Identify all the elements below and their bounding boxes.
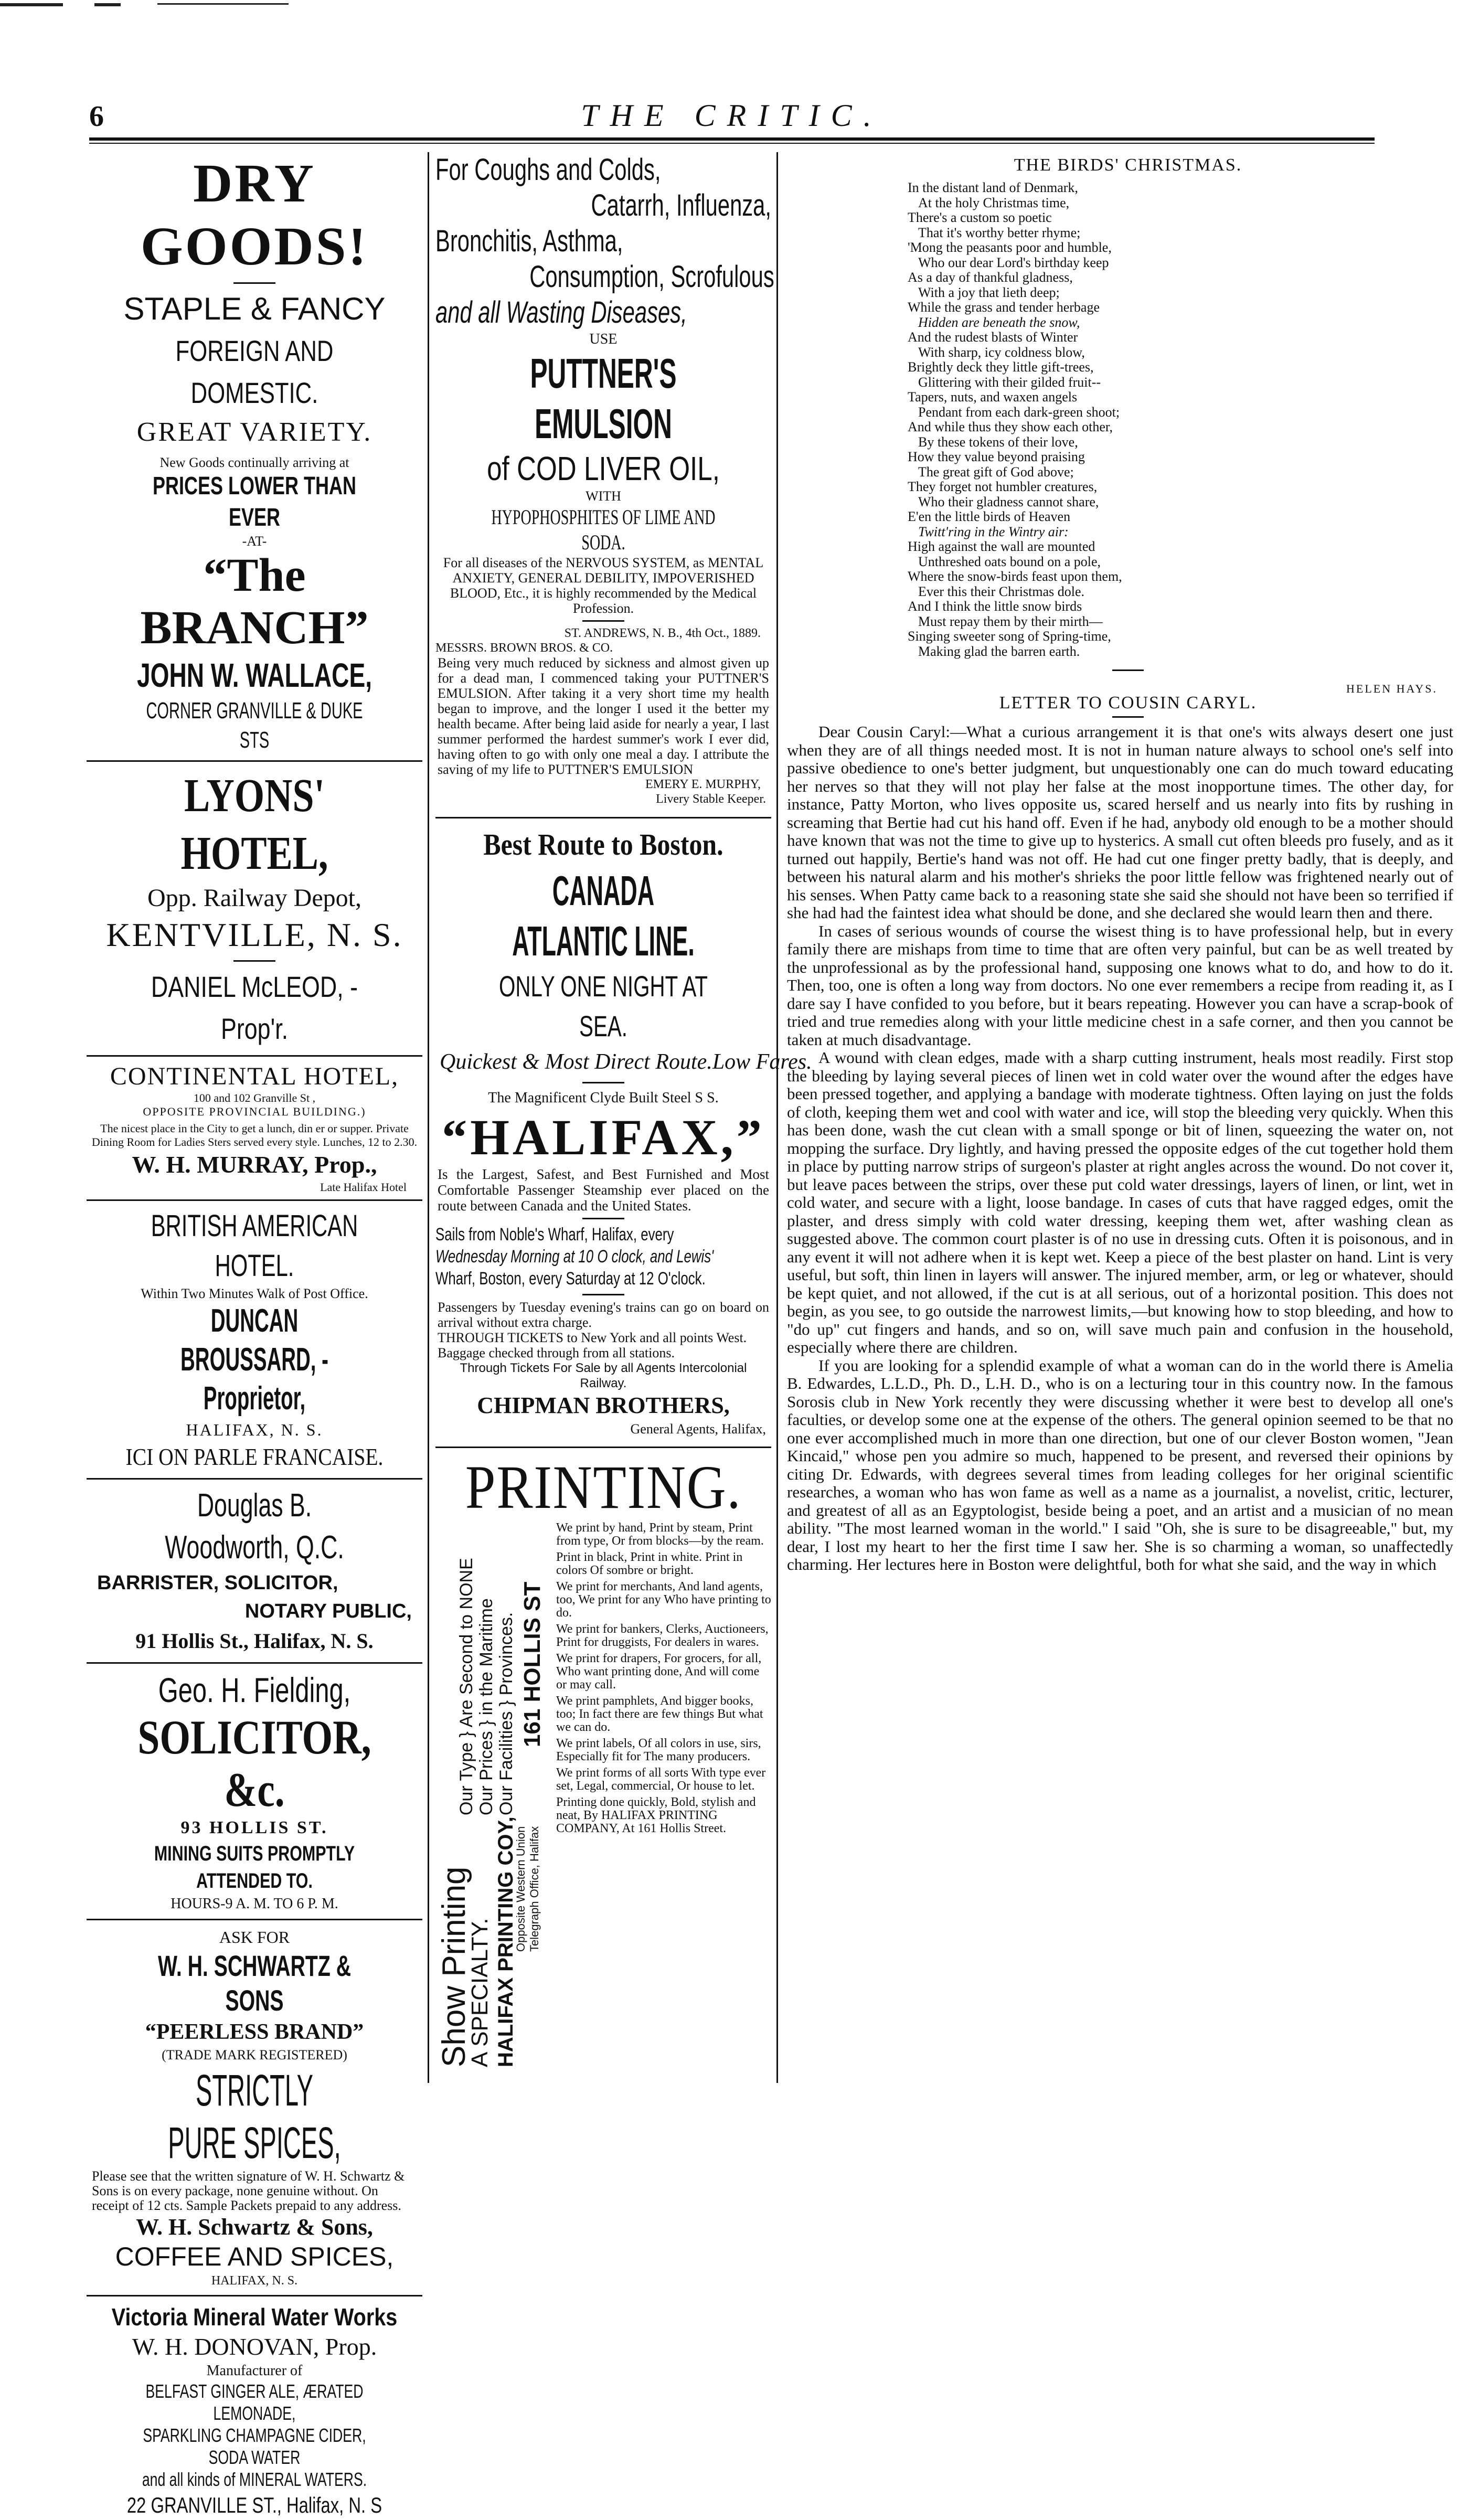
our-type: Our Type } Are Second to NONE xyxy=(456,1558,476,1815)
poem-line: Glittering with their gilded fruit-- xyxy=(918,374,1101,390)
coughs-colds: For Coughs and Colds, xyxy=(435,153,661,187)
advertisements-column-left xyxy=(87,152,422,2517)
printing-verse: We print forms of all sorts With type ever set, Legal, commercial, Or house to let. xyxy=(556,1766,766,1793)
poem-line: There's a custom so poetic xyxy=(908,210,1052,225)
poem-line: With a joy that lieth deep; xyxy=(918,284,1060,300)
continental-desc: The nicest place in the City to get a lunch, din er or supper. Private Dining Room for Ladies Sters served every style. Lunches, 12 to 2.30. xyxy=(91,1122,418,1149)
poem-line: Must repay them by their mirth— xyxy=(918,613,1103,629)
continental-hotel-name: CONTINENTAL HOTEL, xyxy=(110,1062,399,1090)
at-label: -AT- xyxy=(242,534,267,549)
poem-line: E'en the little birds of Heaven xyxy=(908,509,1071,524)
sails-wednesday: Wednesday Morning at 10 O clock, and Lewis' xyxy=(435,1247,714,1267)
printing-title: PRINTING. xyxy=(465,1453,742,1522)
victoria-mineral-water: Victoria Mineral Water Works xyxy=(111,2303,398,2331)
column-divider-2 xyxy=(776,152,778,2083)
for-all-diseases: For all diseases of the NERVOUS SYSTEM, as MENTAL ANXIETY, GENERAL DEBILITY, IMPOVERISHED BLOOD, Etc., it is highly recommended by the Medical Profession. xyxy=(443,555,764,616)
canada-atlantic-ad xyxy=(435,824,812,1438)
belfast-ginger-ale: BELFAST GINGER ALE, ÆRATED LEMONADE, xyxy=(145,2380,364,2424)
lyons-hotel-ad xyxy=(87,767,422,1050)
continental-address: 100 and 102 Granville St , xyxy=(193,1091,316,1104)
new-goods-arriving: New Goods continually arriving at xyxy=(159,455,349,470)
manufacturer-of: Manufacturer of xyxy=(206,2363,303,2379)
staple-fancy: STAPLE & FANCY xyxy=(123,291,386,326)
printing-verses xyxy=(556,1522,771,1838)
dry-goods-ad xyxy=(87,152,422,755)
poem-line: That it's worthy better rhyme; xyxy=(918,225,1081,240)
kentville: KENTVILLE, N. S. xyxy=(106,916,403,953)
poem-line: And I think the little snow birds xyxy=(908,599,1082,614)
canada-atlantic-line: CANADA ATLANTIC LINE. xyxy=(512,867,695,964)
notary-public: NOTARY PUBLIC, xyxy=(244,1600,412,1622)
strictly-pure-spices: STRICTLY PURE SPICES, xyxy=(168,2066,341,2167)
best-route-boston: Best Route to Boston. xyxy=(483,827,723,862)
baggage-checked: Baggage checked through from all stations. xyxy=(438,1345,675,1360)
british-american-ad xyxy=(87,1206,422,1473)
poem-line: Unthreshed oats bound on a pole, xyxy=(918,554,1101,569)
late-halifax-hotel: Late Halifax Hotel xyxy=(320,1181,407,1194)
sparkling-champagne: SPARKLING CHAMPAGNE CIDER, SODA WATER xyxy=(143,2425,366,2468)
barrister-solicitor: BARRISTER, SOLICITOR, xyxy=(97,1572,338,1594)
masthead: THE CRITIC. xyxy=(581,98,883,133)
magnificent-steamship: The Magnificent Clyde Built Steel S S. xyxy=(488,1090,719,1106)
poem-line: And while thus they show each other, xyxy=(908,419,1113,434)
the-branch: “The BRANCH” xyxy=(140,549,369,654)
page-header xyxy=(89,100,1375,136)
quickest-route: Quickest & Most Direct Route. xyxy=(440,1050,712,1074)
poem-line: As a day of thankful gladness, xyxy=(908,270,1073,285)
british-halifax: HALIFAX, N. S. xyxy=(186,1420,323,1439)
article-paragraph: A wound with clean edges, made with a sharp cutting instrument, heals most readily. First stop the bleeding by laying several pieces of linen wet in cold water over the wound after the edges have been pressed together, and applying a bandage with moderate tightness. Often laying on just the folds of cloth, keeping them wet and cool with water and ice, will stop the bleeding very quickly. When this has been done, wash the cut clean with a small sponge or bit of linen, squeezing the water on, not mopping the surface. Dry lightly, and having pressed the opposite edges of the cut together hold them in place by putting narrow strips of surgeon's plaster at right angles across the wound. Do not cover it, but leave paces between the strips, over these put cold water dressings, layers of linen, or lint, wet in cold water, and secure with a light, loose bandage. In cases of cuts that have ragged edges, omit the plaster, and dress simply with cold water dressing, keeping them wet, after washing clean as suggested above. The common court plaster is of no use in dressing cuts. Often it is poisonous, and in any event it will not adhere when it is kept wet. Keep a piece of the best plaster on hand. Lint is very useful, but soft, thin linen in layers will answer. The injured member, arm, or leg or whatever, should be kept quiet, and not allowed, if the cut is at all serious, out of a horizontal position. This does not begin, as you see, to go outside the narrowest limits,—but knowing how to stop bleeding, and how to "do up" cut fingers and hands, and so on, will save much pain and confusion in the household, especially where there are children. xyxy=(787,1048,1453,1356)
testimonial-signer: EMERY E. MURPHY, xyxy=(645,778,761,791)
with-label: WITH xyxy=(586,488,621,504)
poem-line: By these tokens of their love, xyxy=(918,434,1078,450)
poem-body xyxy=(908,180,1469,659)
poem-line: 'Mong the peasants poor and humble, xyxy=(908,240,1112,255)
testimonial-letter: Being very much reduced by sickness and almost given up for a dead man, I commenced taking your PUTTNER'S EMULSION. After taking it a very short time my health began to improve, and the longer I used it the better my health became. After being laid aside for nearly a year, I last summer performed the hardest summer's work I ever did, having often to go with only one meal a day. I attribute the saving of my life to PUTTNER'S EMULSION xyxy=(438,655,769,777)
general-agents: General Agents, Halifax, xyxy=(630,1421,766,1437)
tickets-for-sale: Through Tickets For Sale by all Agents Intercolonial Railway. xyxy=(460,1361,747,1390)
poem-line: At the holy Christmas time, xyxy=(918,195,1070,210)
ask-for: ASK FOR xyxy=(219,1928,290,1947)
w-h-donovan: W. H. DONOVAN, Prop. xyxy=(132,2333,377,2360)
douglas-woodworth: Douglas B. Woodworth, Q.C. xyxy=(165,1487,344,1566)
poem-line: How they value beyond praising xyxy=(908,449,1085,464)
victoria-address: 22 GRANVILLE ST., Halifax, N. S xyxy=(126,2493,382,2517)
coffee-and-spices: COFFEE AND SPICES, xyxy=(115,2242,394,2271)
printing-verse: We print by hand, Print by steam, Print from type, Or from blocks—by the ream. xyxy=(556,1521,764,1548)
poem-line: Hidden are beneath the snow, xyxy=(918,314,1080,330)
printing-body xyxy=(435,1522,771,2078)
sails-saturday: Wharf, Boston, every Saturday at 12 O'clock. xyxy=(435,1269,706,1289)
foreign-domestic: FOREIGN AND DOMESTIC. xyxy=(175,334,334,409)
peerless-brand: “PEERLESS BRAND” xyxy=(145,2020,364,2044)
fielding-address: 93 HOLLIS ST. xyxy=(180,1818,328,1837)
prices-lower: PRICES LOWER THAN EVER xyxy=(152,472,357,531)
poem-line: Ever this their Christmas dole. xyxy=(918,583,1085,599)
sails-from-nobles: Sails from Noble's Wharf, Halifax, every xyxy=(435,1225,674,1245)
hypophosphites: HYPOPHOSPHITES OF LIME AND SODA. xyxy=(491,505,716,554)
w-h-murray: W. H. MURRAY, Prop., xyxy=(132,1151,377,1178)
poem-line: Twitt'ring in the Wintry air: xyxy=(918,524,1069,539)
bronchitis-asthma: Bronchitis, Asthma, xyxy=(435,224,623,258)
top-edge-rule xyxy=(0,0,1467,16)
article-paragraph: In cases of serious wounds of course the wisest thing is to have professional help, but in every family there are mishaps from time to time that are often very painful, but can be as well treated by the unprofessional as by the professional hand, supposing one knows what to do, and how to do it. Then, too, one is often a long way from doctors. No one ever remembers a recipe from reading it, as I dare say I have confided to you before, but it bears repeating. However you can have a scrap-book of tried and true remedies along with your little medicine chest in a safe corner, and then you cannot be taken at much disadvantage. xyxy=(787,921,1453,1049)
header-rule-thin xyxy=(89,143,1375,144)
poem-line: They forget not humbler creatures, xyxy=(908,479,1098,494)
puttner-emulsion-ad xyxy=(435,152,774,806)
lyons-hotel-name: LYONS' HOTEL, xyxy=(180,770,328,879)
two-minutes-walk: Within Two Minutes Walk of Post Office. xyxy=(141,1286,368,1301)
ici-on-parle: ICI ON PARLE FRANCAISE. xyxy=(125,1443,384,1470)
daniel-mcleod: DANIEL McLEOD, - Prop'r. xyxy=(151,970,358,1045)
poem-line: With sharp, icy coldness blow, xyxy=(918,344,1085,360)
a-specialty: A SPECIALTY. xyxy=(467,1918,493,2067)
one-night-at-sea: ONLY ONE NIGHT AT SEA. xyxy=(498,970,708,1043)
signature-notice: Please see that the written signature of W. H. Schwartz & Sons is on every package, none genuine without. On receipt of 12 cts. Sample Packets prepaid to any address. xyxy=(92,2168,405,2213)
office-hours: HOURS-9 A. M. TO 6 P. M. xyxy=(171,1896,338,1912)
schwartz-ad xyxy=(87,1926,422,2290)
hollis-st-vertical: 161 HOLLIS ST xyxy=(519,1581,545,1747)
solicitor-etc: SOLICITOR, &c. xyxy=(137,1710,371,1816)
letter-title: LETTER TO COUSIN CARYL. xyxy=(999,693,1257,713)
poem-line: In the distant land of Denmark, xyxy=(908,180,1078,195)
opposite-western-union: Opposite Western Union xyxy=(514,1826,527,1952)
cod-liver-oil: of COD LIVER OIL, xyxy=(487,450,720,487)
printing-verse: We print for bankers, Clerks, Auctioneers, Print for druggists, For dealers in wares. xyxy=(556,1622,769,1649)
poem-line: Tapers, nuts, and waxen angels xyxy=(908,389,1078,405)
page-number: 6 xyxy=(89,100,104,133)
halifax-ship-name: “HALIFAX,” xyxy=(442,1109,765,1165)
great-variety: GREAT VARIETY. xyxy=(136,417,372,447)
catarrh-influenza: Catarrh, Influenza, xyxy=(591,188,771,222)
letter-body xyxy=(787,723,1469,1574)
testimonial-dateline: ST. ANDREWS, N. B., 4th Oct., 1889. xyxy=(564,626,761,640)
woodworth-ad xyxy=(87,1485,422,1657)
puttners-emulsion: PUTTNER'S EMULSION xyxy=(530,350,677,447)
mineral-waters: and all kinds of MINERAL WATERS. xyxy=(142,2469,367,2490)
printing-verse: Print in black, Print in white. Print in colors Of sombre or bright. xyxy=(556,1550,743,1577)
british-american-name: BRITISH AMERICAN HOTEL. xyxy=(151,1209,358,1283)
dry-goods-title: DRY GOODS! xyxy=(140,153,369,277)
fielding-ad xyxy=(87,1669,422,1913)
poem-line: Who our dear Lord's birthday keep xyxy=(918,254,1109,270)
corner-granville-duke: CORNER GRANVILLE & DUKE STS xyxy=(146,698,363,753)
article-paragraph: Dear Cousin Caryl:—What a curious arrangement it is that one's wits always desert one just when they are of all things needed most. It is not in human nature always to school one's self into passive obedience to one's better judgment, but unquestionably one can do much toward educating her nerves so that they will not play her false at the most inopportune times. The other day, for instance, Patty Morton, who lives opposite us, scared herself and us nearly into fits by rushing in screaming that Bertie had cut his hand off. Even if he had, anybody old enough to be a mother should have known that was not the time to give up to hysterics. A small cut often bleeds pro fusely, and as it turned out happily, Bertie's hand was not off. He had cut one finger pretty badly, that is deeply, and between his natural alarm and his mother's shrieks the poor little fellow was frightened nearly out of his senses. When Patty came back to a reasoning state she said she should not have been so terrified if she had had the faintest idea what should be done, and she declared she would learn then and there. xyxy=(787,722,1453,922)
poem-line: The great gift of God above; xyxy=(918,464,1074,480)
column-divider-1 xyxy=(428,152,429,2083)
victoria-mineral-ad xyxy=(87,2302,422,2520)
show-printing: Show Printing xyxy=(436,1866,472,2067)
opposite-provincial: OPPOSITE PROVINCIAL BUILDING.) xyxy=(143,1105,366,1118)
poem-line: Singing sweeter song of Spring-time, xyxy=(908,629,1111,644)
halifax-printing-coy: HALIFAX PRINTING COY, xyxy=(494,1816,517,2067)
printing-verse: We print labels, Of all colors in use, sirs, Especially fit for The many producers. xyxy=(556,1737,761,1763)
poem-line: Pendant from each dark-green shoot; xyxy=(918,404,1120,420)
chipman-brothers: CHIPMAN BROTHERS, xyxy=(477,1392,730,1418)
printing-verse: We print for drapers, For grocers, for all, Who want printing done, And will come or may call. xyxy=(556,1652,762,1692)
geo-fielding: Geo. H. Fielding, xyxy=(158,1671,351,1709)
printing-verse: We print pamphlets, And bigger books, too; In fact there are few things But what we can do. xyxy=(556,1694,763,1734)
halifax-printing-ad xyxy=(435,1453,771,2078)
woodworth-address: 91 Hollis St., Halifax, N. S. xyxy=(135,1629,374,1653)
reading-column xyxy=(787,152,1469,2093)
article-paragraph: If you are looking for a splendid example of what a woman can do in the world there is Amelia B. Edwardes, L.L.D., Ph. D., L.H. D., who is on a lecturing tour in this country now. In the famous Sorosis club in New York recently they were discussing whether it were best to develop all one's faculties, or develop some one at the expense of the others. The general opinion seemed to be that no one ever accomplished much in more than one direction, but one of our clever Boston women, "Jean Kincaid," whose pen you admire so much, happened to be present, and reversed their opinions by citing Dr. Edwards, with degrees several times from leading colleges for her original scientific researches, a woman who has won fame as well as a name as a journalist, a novelist, critic, lecturer, and greatest of all as an Egyptologist, beside being a poet, and an artist and a musician of no mean ability. "The most learned woman in the world." I said "Oh, she is sure to be disagreeable," but, my dear, I lost my heart to her the first time I saw her. She is so charming a woman, so unaffectedly charming. Her lectures here in Boston were delightful, both for what she said, and the way in which xyxy=(787,1356,1453,1573)
poem-line: Brightly deck they little gift-trees, xyxy=(908,359,1094,375)
header-rule xyxy=(89,137,1375,141)
use-label: USE xyxy=(589,331,618,347)
route-fares-row xyxy=(435,1046,812,1078)
advertisements-column-middle xyxy=(435,152,812,2093)
printing-verse: We print for merchants, And land agents, too, We print for any Who have printing to do. xyxy=(556,1580,771,1620)
ship-description: Is the Largest, Safest, and Best Furnished and Most Comfortable Passenger Steamship ever placed on the route between Canada and the United States. xyxy=(438,1166,769,1214)
schwartz-halifax: HALIFAX, N. S. xyxy=(211,2274,298,2288)
poem-line: And the rudest blasts of Winter xyxy=(908,329,1078,345)
poem-line: Who their gladness cannot share, xyxy=(918,494,1099,509)
schwartz-firm: W. H. Schwartz & Sons, xyxy=(136,2214,373,2240)
consumption-scrofulous: Consumption, Scrofulous xyxy=(529,260,774,294)
testimonial-signer-title: Livery Stable Keeper. xyxy=(656,792,766,806)
trade-mark: (TRADE MARK REGISTERED) xyxy=(162,2047,347,2062)
our-facilities: Our Facilities } Provinces. xyxy=(496,1612,516,1815)
telegraph-office: Telegraph Office, Halifax xyxy=(528,1826,541,1952)
testimonial-addressee: MESSRS. BROWN BROS. & CO. xyxy=(435,641,613,655)
poem-author: HELEN HAYS. xyxy=(1346,682,1438,695)
printing-verse: Printing done quickly, Bold, stylish and neat, By HALIFAX PRINTING COMPANY, At 161 Hollis Street. xyxy=(556,1795,756,1835)
mining-suits: MINING SUITS PROMPTLY ATTENDED TO. xyxy=(154,1842,355,1892)
continental-hotel-ad xyxy=(87,1062,422,1194)
schwartz-sons: W. H. SCHWARTZ & SONS xyxy=(157,1949,352,2017)
wasting-diseases: and all Wasting Diseases, xyxy=(435,295,687,329)
opp-railway-depot: Opp. Railway Depot, xyxy=(147,884,361,912)
poem-line: Where the snow-birds feast upon them, xyxy=(908,569,1122,584)
duncan-broussard: DUNCAN BROUSSARD, - Proprietor, xyxy=(180,1303,328,1417)
poem-line: While the grass and tender herbage xyxy=(908,300,1100,315)
john-wallace: JOHN W. WALLACE, xyxy=(137,656,372,694)
poem-line: High against the wall are mounted xyxy=(908,539,1095,554)
low-fares: Low Fares. xyxy=(712,1050,812,1074)
poem-line: Making glad the barren earth. xyxy=(918,643,1080,659)
passengers-note: Passengers by Tuesday evening's trains can go on board on arrival without extra charge. xyxy=(438,1300,769,1330)
poem-title: THE BIRDS' CHRISTMAS. xyxy=(1014,155,1242,175)
our-prices: Our Prices } in the Maritime xyxy=(476,1598,496,1815)
through-tickets: THROUGH TICKETS to New York and all points West. xyxy=(438,1330,747,1345)
